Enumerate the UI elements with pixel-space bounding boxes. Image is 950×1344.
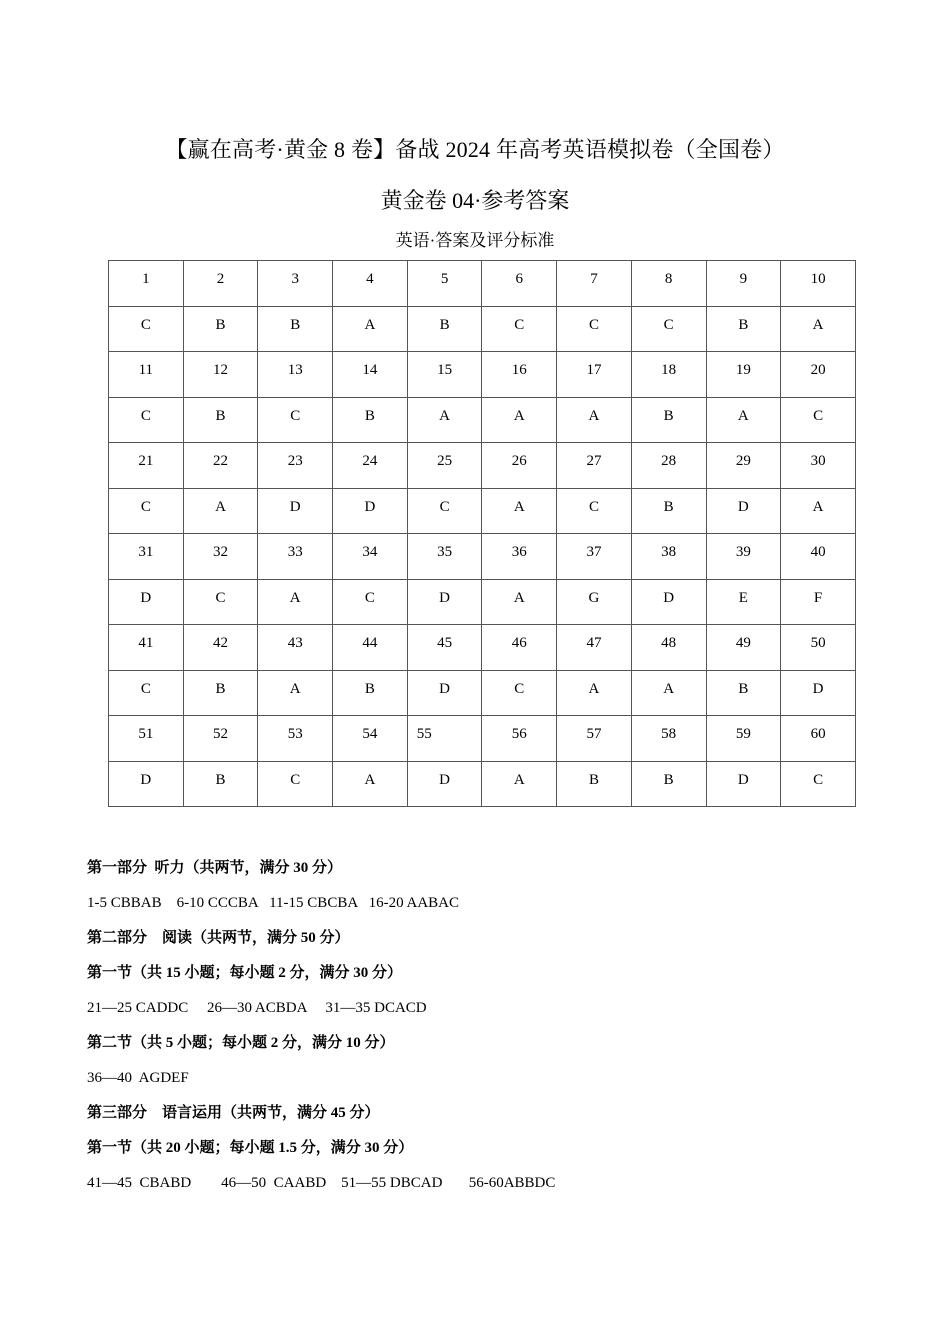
answer-cell: D — [109, 761, 184, 807]
answer-cell: D — [631, 579, 706, 625]
answer-cell: A — [482, 579, 557, 625]
question-number-cell: 27 — [557, 443, 632, 489]
question-number-cell: 2 — [183, 261, 258, 307]
question-number-cell: 35 — [407, 534, 482, 580]
answer-cell: A — [482, 761, 557, 807]
answer-cell: A — [333, 761, 408, 807]
answer-cell: D — [333, 488, 408, 534]
question-number-cell: 37 — [557, 534, 632, 580]
section-heading: 第三部分 语言运用（共两节，满分 45 分） — [87, 1105, 380, 1121]
answer-row — [109, 488, 856, 534]
section-answers: 1-5 CBBAB 6-10 CCCBA 11-15 CBCBA 16-20 AABAC — [87, 895, 460, 911]
answer-cell: B — [183, 761, 258, 807]
answer-cell: A — [482, 488, 557, 534]
question-number-cell: 41 — [109, 625, 184, 671]
question-number-cell: 48 — [631, 625, 706, 671]
answer-cell: D — [258, 488, 333, 534]
question-number-cell: 20 — [781, 352, 856, 398]
answer-row — [109, 397, 856, 443]
question-number-cell: 23 — [258, 443, 333, 489]
question-number-cell: 40 — [781, 534, 856, 580]
page-title: 【赢在高考·黄金 8 卷】备战 2024 年高考英语模拟卷（全国卷） — [165, 137, 785, 162]
question-number-cell: 44 — [333, 625, 408, 671]
answer-cell: B — [183, 397, 258, 443]
answer-cell: B — [557, 761, 632, 807]
answer-sections — [87, 856, 887, 1206]
question-number-row — [109, 352, 856, 398]
answer-cell: B — [631, 397, 706, 443]
question-number-cell: 26 — [482, 443, 557, 489]
answer-cell: C — [333, 579, 408, 625]
answer-cell: C — [109, 670, 184, 716]
question-number-cell: 34 — [333, 534, 408, 580]
answer-cell: A — [482, 397, 557, 443]
question-number-cell: 4 — [333, 261, 408, 307]
answer-cell: C — [631, 306, 706, 352]
section-heading: 第一节（共 20 小题；每小题 1.5 分，满分 30 分） — [87, 1140, 414, 1156]
answer-cell: C — [258, 761, 333, 807]
answer-cell: E — [706, 579, 781, 625]
answer-cell: A — [258, 579, 333, 625]
question-number-cell: 11 — [109, 352, 184, 398]
answer-cell: A — [258, 670, 333, 716]
answer-cell: D — [706, 761, 781, 807]
page-subtitle-secondary: 英语·答案及评分标准 — [395, 231, 555, 250]
question-number-cell: 15 — [407, 352, 482, 398]
section-answers: 36—40 AGDEF — [87, 1070, 189, 1086]
question-number-cell: 18 — [631, 352, 706, 398]
question-number-cell: 38 — [631, 534, 706, 580]
answer-cell: A — [557, 397, 632, 443]
answer-cell: D — [407, 761, 482, 807]
answer-cell: A — [631, 670, 706, 716]
question-number-cell: 52 — [183, 716, 258, 762]
question-number-cell: 60 — [781, 716, 856, 762]
answer-cell: C — [407, 488, 482, 534]
answer-cell: C — [482, 306, 557, 352]
answer-cell: A — [781, 488, 856, 534]
question-number-cell: 16 — [482, 352, 557, 398]
question-number-row — [109, 625, 856, 671]
answer-cell: C — [482, 670, 557, 716]
answer-cell: C — [781, 397, 856, 443]
question-number-row — [109, 261, 856, 307]
question-number-cell: 51 — [109, 716, 184, 762]
question-number-cell: 24 — [333, 443, 408, 489]
question-number-cell: 14 — [333, 352, 408, 398]
answer-cell: A — [333, 306, 408, 352]
question-number-cell: 17 — [557, 352, 632, 398]
answer-table — [108, 260, 856, 807]
section-heading: 第二节（共 5 小题；每小题 2 分，满分 10 分） — [87, 1035, 395, 1051]
answer-cell: B — [631, 761, 706, 807]
question-number-cell: 5 — [407, 261, 482, 307]
answer-cell: D — [706, 488, 781, 534]
answer-cell: B — [706, 306, 781, 352]
question-number-cell: 31 — [109, 534, 184, 580]
question-number-cell: 19 — [706, 352, 781, 398]
question-number-row — [109, 534, 856, 580]
question-number-cell: 32 — [183, 534, 258, 580]
question-number-cell: 28 — [631, 443, 706, 489]
question-number-cell: 47 — [557, 625, 632, 671]
question-number-cell: 6 — [482, 261, 557, 307]
answer-cell: D — [109, 579, 184, 625]
answer-cell: C — [109, 306, 184, 352]
question-number-cell: 36 — [482, 534, 557, 580]
question-number-row — [109, 716, 856, 762]
question-number-cell: 22 — [183, 443, 258, 489]
question-number-cell: 43 — [258, 625, 333, 671]
answer-cell: A — [557, 670, 632, 716]
question-number-cell: 13 — [258, 352, 333, 398]
answer-row — [109, 579, 856, 625]
answer-cell: B — [631, 488, 706, 534]
answer-cell: B — [706, 670, 781, 716]
answer-row — [109, 761, 856, 807]
question-number-cell: 25 — [407, 443, 482, 489]
answer-cell: A — [183, 488, 258, 534]
answer-cell: C — [258, 397, 333, 443]
question-number-cell: 50 — [781, 625, 856, 671]
question-number-cell: 55 — [407, 716, 482, 762]
answer-cell: C — [557, 306, 632, 352]
question-number-cell: 42 — [183, 625, 258, 671]
answer-cell: C — [183, 579, 258, 625]
question-number-cell: 58 — [631, 716, 706, 762]
answer-cell: D — [407, 579, 482, 625]
question-number-cell: 33 — [258, 534, 333, 580]
answer-cell: A — [407, 397, 482, 443]
question-number-cell: 57 — [557, 716, 632, 762]
question-number-cell: 53 — [258, 716, 333, 762]
question-number-cell: 10 — [781, 261, 856, 307]
question-number-cell: 12 — [183, 352, 258, 398]
question-number-cell: 3 — [258, 261, 333, 307]
answer-cell: B — [183, 306, 258, 352]
question-number-cell: 45 — [407, 625, 482, 671]
answer-cell: C — [109, 488, 184, 534]
answer-row — [109, 306, 856, 352]
answer-cell: A — [781, 306, 856, 352]
question-number-cell: 30 — [781, 443, 856, 489]
section-heading: 第一部分 听力（共两节，满分 30 分） — [87, 860, 343, 876]
question-number-cell: 9 — [706, 261, 781, 307]
question-number-cell: 59 — [706, 716, 781, 762]
question-number-cell: 39 — [706, 534, 781, 580]
question-number-cell: 21 — [109, 443, 184, 489]
page-subtitle: 黄金卷 04·参考答案 — [380, 188, 570, 213]
answer-cell: A — [706, 397, 781, 443]
answer-cell: D — [407, 670, 482, 716]
question-number-cell: 54 — [333, 716, 408, 762]
answer-cell: B — [333, 397, 408, 443]
question-number-cell: 7 — [557, 261, 632, 307]
question-number-cell: 56 — [482, 716, 557, 762]
answer-cell: B — [183, 670, 258, 716]
answer-cell: B — [407, 306, 482, 352]
question-number-cell: 1 — [109, 261, 184, 307]
question-number-cell: 29 — [706, 443, 781, 489]
section-answers: 41—45 CBABD 46—50 CAABD 51—55 DBCAD 56-60ABBDC — [87, 1175, 556, 1191]
section-heading: 第二部分 阅读（共两节，满分 50 分） — [87, 930, 350, 946]
question-number-cell: 49 — [706, 625, 781, 671]
answer-cell: G — [557, 579, 632, 625]
answer-cell: B — [258, 306, 333, 352]
answer-cell: F — [781, 579, 856, 625]
question-number-cell: 8 — [631, 261, 706, 307]
answer-cell: C — [781, 761, 856, 807]
answer-cell: B — [333, 670, 408, 716]
answer-cell: C — [109, 397, 184, 443]
answer-cell: D — [781, 670, 856, 716]
question-number-cell: 46 — [482, 625, 557, 671]
section-heading: 第一节（共 15 小题；每小题 2 分，满分 30 分） — [87, 965, 403, 981]
answer-row — [109, 670, 856, 716]
section-answers: 21—25 CADDC 26—30 ACBDA 31—35 DCACD — [87, 1000, 427, 1016]
answer-cell: C — [557, 488, 632, 534]
question-number-row — [109, 443, 856, 489]
